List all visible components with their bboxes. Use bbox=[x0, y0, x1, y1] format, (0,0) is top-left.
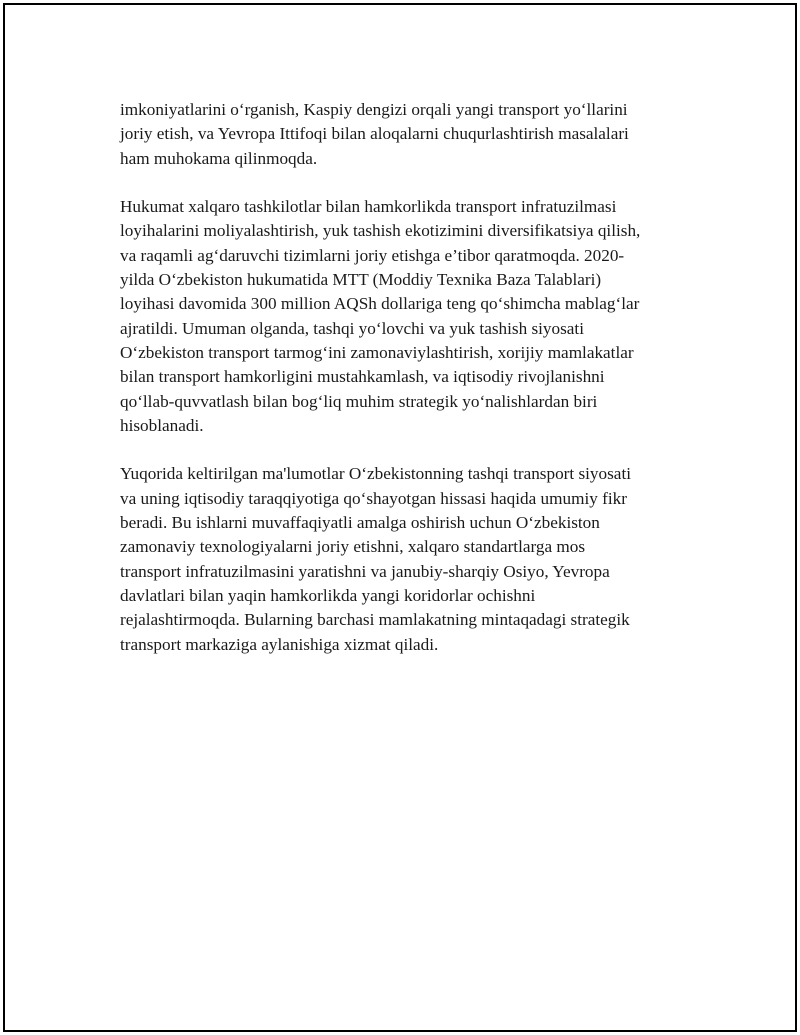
text-line: O‘zbekiston transport tarmog‘ini zamonaviylashtirish, xorijiy mamlakatlar bbox=[120, 342, 634, 362]
text-line: va uning iqtisodiy taraqqiyotiga qo‘shayotgan hissasi haqida umumiy fikr bbox=[120, 488, 627, 508]
text-line: Yuqorida keltirilgan ma'lumotlar O‘zbekistonning tashqi transport siyosati bbox=[120, 464, 631, 484]
page-frame bbox=[3, 3, 797, 1032]
paragraph-1 bbox=[120, 98, 690, 171]
text-line: loyihasi davomida 300 million AQSh dollariga teng qo‘shimcha mablag‘lar bbox=[120, 294, 640, 314]
text-line: ham muhokama qilinmoqda. bbox=[120, 148, 318, 168]
text-line: loyihalarini moliyalashtirish, yuk tashish ekotizimini diversifikatsiya qilish, bbox=[120, 221, 641, 241]
text-line: davlatlari bilan yaqin hamkorlikda yangi koridorlar ochishni bbox=[120, 585, 536, 605]
text-line: yilda O‘zbekiston hukumatida MTT (Moddiy Texnika Baza Talablari) bbox=[120, 270, 602, 290]
text-line: joriy etish, va Yevropa Ittifoqi bilan aloqalarni chuqurlashtirish masalalari bbox=[120, 124, 629, 144]
text-line: qo‘llab-quvvatlash bilan bog‘liq muhim strategik yo‘nalishlardan biri bbox=[120, 391, 598, 411]
text-line: hisoblanadi. bbox=[120, 415, 204, 435]
text-line: zamonaviy texnologiyalarni joriy etishni, xalqaro standartlarga mos bbox=[120, 537, 586, 557]
paragraph-3 bbox=[120, 462, 690, 656]
text-line: Hukumat xalqaro tashkilotlar bilan hamkorlikda transport infratuzilmasi bbox=[120, 197, 617, 217]
text-line: transport markaziga aylanishiga xizmat qiladi. bbox=[120, 634, 439, 654]
text-line: beradi. Bu ishlarni muvaffaqiyatli amalga oshirish uchun O‘zbekiston bbox=[120, 513, 600, 533]
text-line: rejalashtirmoqda. Bularning barchasi mamlakatning mintaqadagi strategik bbox=[120, 610, 630, 630]
page-content bbox=[120, 98, 690, 681]
text-line: ajratildi. Umuman olganda, tashqi yo‘lovchi va yuk tashish siyosati bbox=[120, 318, 584, 338]
text-line: va raqamli ag‘daruvchi tizimlarni joriy etishga e’tibor qaratmoqda. 2020- bbox=[120, 245, 625, 265]
paragraph-2 bbox=[120, 195, 690, 438]
text-line: bilan transport hamkorligini mustahkamlash, va iqtisodiy rivojlanishni bbox=[120, 367, 605, 387]
text-line: transport infratuzilmasini yaratishni va janubiy-sharqiy Osiyo, Yevropa bbox=[120, 561, 610, 581]
text-line: imkoniyatlarini o‘rganish, Kaspiy dengizi orqali yangi transport yo‘llarini bbox=[120, 100, 628, 119]
